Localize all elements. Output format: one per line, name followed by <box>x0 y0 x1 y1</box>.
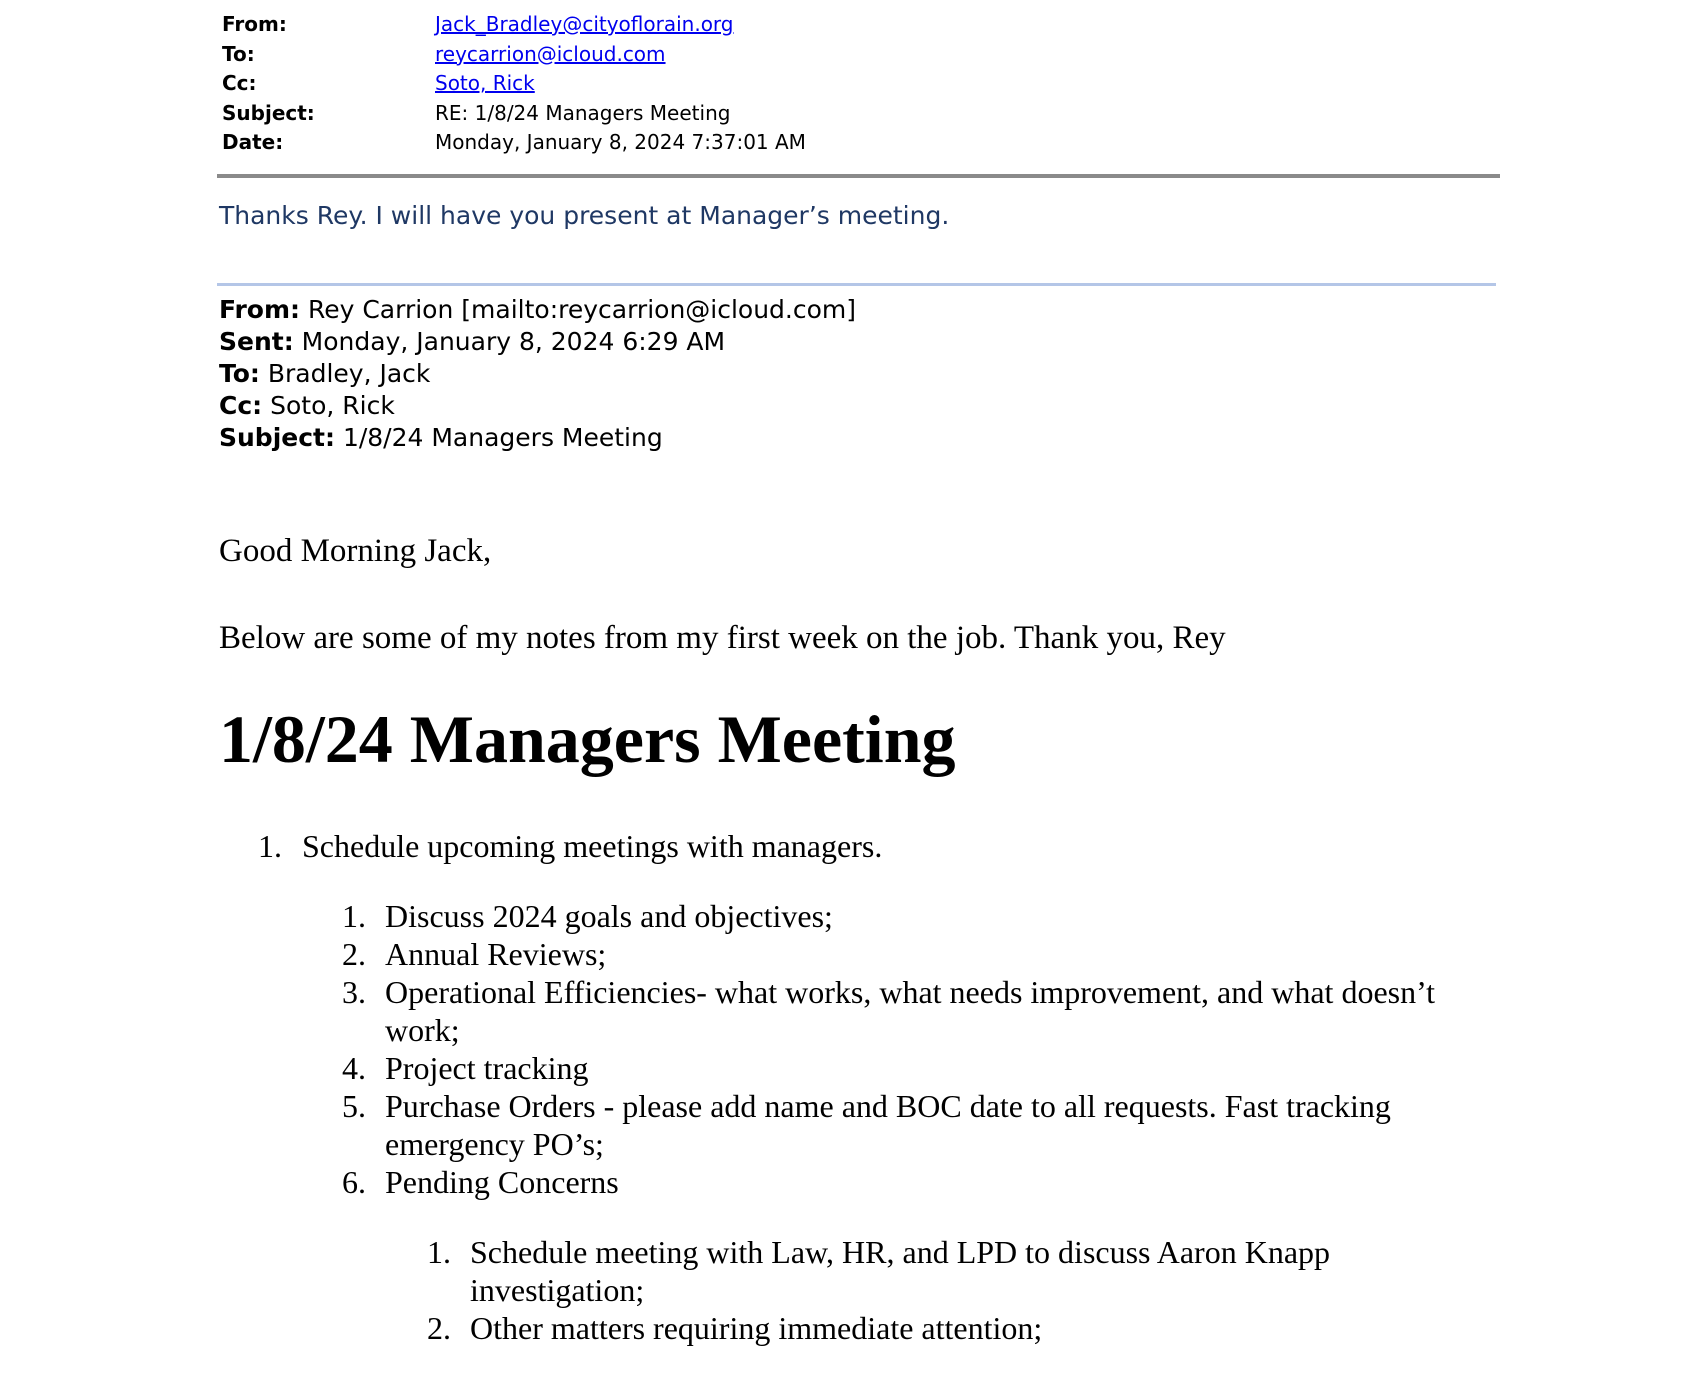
orig-cc-row <box>219 390 856 422</box>
orig-sent-row <box>219 326 856 358</box>
original-message-header <box>219 294 856 454</box>
cc-label: Cc: <box>222 71 257 95</box>
sub-list-item-number: 5. <box>342 1088 366 1124</box>
date-value: Monday, January 8, 2024 7:37:01 AM <box>435 130 806 154</box>
orig-to-row <box>219 358 856 390</box>
sub-list-item-text: Annual Reviews; <box>385 936 607 972</box>
greeting: Good Morning Jack, <box>219 533 492 569</box>
orig-to-value: Bradley, Jack <box>259 359 431 388</box>
sub-list-item-number: 4. <box>342 1050 366 1086</box>
sub-list-item-text: Pending Concerns <box>385 1164 619 1200</box>
nested-list-item-text: Schedule meeting with Law, HR, and LPD to discuss Aaron Knapp investigation; <box>470 1234 1331 1308</box>
orig-subject-value: 1/8/24 Managers Meeting <box>335 423 663 452</box>
orig-subject-label: Subject: <box>219 423 335 452</box>
orig-sent-value: Monday, January 8, 2024 6:29 AM <box>293 327 726 356</box>
date-label: Date: <box>222 130 284 154</box>
list-item-number: 1. <box>258 828 282 864</box>
intro-text: Below are some of my notes from my first week on the job. Thank you, Rey <box>219 620 1226 656</box>
orig-to-label: To: <box>219 359 260 388</box>
from-label: From: <box>222 12 287 36</box>
orig-cc-label: Cc: <box>219 391 263 420</box>
orig-from-label: From: <box>219 295 301 324</box>
nested-list-item-number: 2. <box>427 1310 451 1346</box>
reply-text: Thanks Rey. I will have you present at Manager’s meeting. <box>219 201 950 230</box>
sub-list-item-text: Operational Efficiencies- what works, what needs improvement, and what doesn’t work; <box>385 974 1436 1048</box>
orig-subject-row <box>219 422 856 454</box>
to-email-link[interactable]: reycarrion@icloud.com <box>435 41 666 66</box>
sub-list-item-number: 6. <box>342 1164 366 1200</box>
sub-list-item-number: 1. <box>342 898 366 934</box>
sub-list-item-text: Purchase Orders - please add name and BOC date to all requests. Fast tracking emergency PO’s; <box>385 1088 1391 1162</box>
meeting-title: 1/8/24 Managers Meeting <box>219 701 956 777</box>
from-email-link[interactable]: Jack_Bradley@cityoflorain.org <box>435 12 734 36</box>
orig-sent-label: Sent: <box>219 327 294 356</box>
sub-list-item-text: Discuss 2024 goals and objectives; <box>385 898 833 934</box>
orig-cc-value: Soto, Rick <box>262 391 395 420</box>
to-label: To: <box>222 41 255 66</box>
orig-from-row <box>219 294 856 326</box>
header-divider <box>217 174 1500 178</box>
nested-list-item-text: Other matters requiring immediate attention; <box>470 1310 1043 1346</box>
orig-from-value: Rey Carrion [mailto:reycarrion@icloud.com] <box>300 295 857 324</box>
subject-label: Subject: <box>222 100 315 125</box>
nested-list-item-number: 1. <box>427 1234 451 1270</box>
quoted-message-divider <box>217 283 1496 286</box>
sub-list-item-number: 3. <box>342 974 366 1010</box>
sub-list-item-text: Project tracking <box>385 1050 589 1086</box>
cc-contact-link[interactable]: Soto, Rick <box>435 71 535 95</box>
subject-value: RE: 1/8/24 Managers Meeting <box>435 100 731 125</box>
list-item-text: Schedule upcoming meetings with managers. <box>302 828 883 864</box>
sub-list-item-number: 2. <box>342 936 366 972</box>
